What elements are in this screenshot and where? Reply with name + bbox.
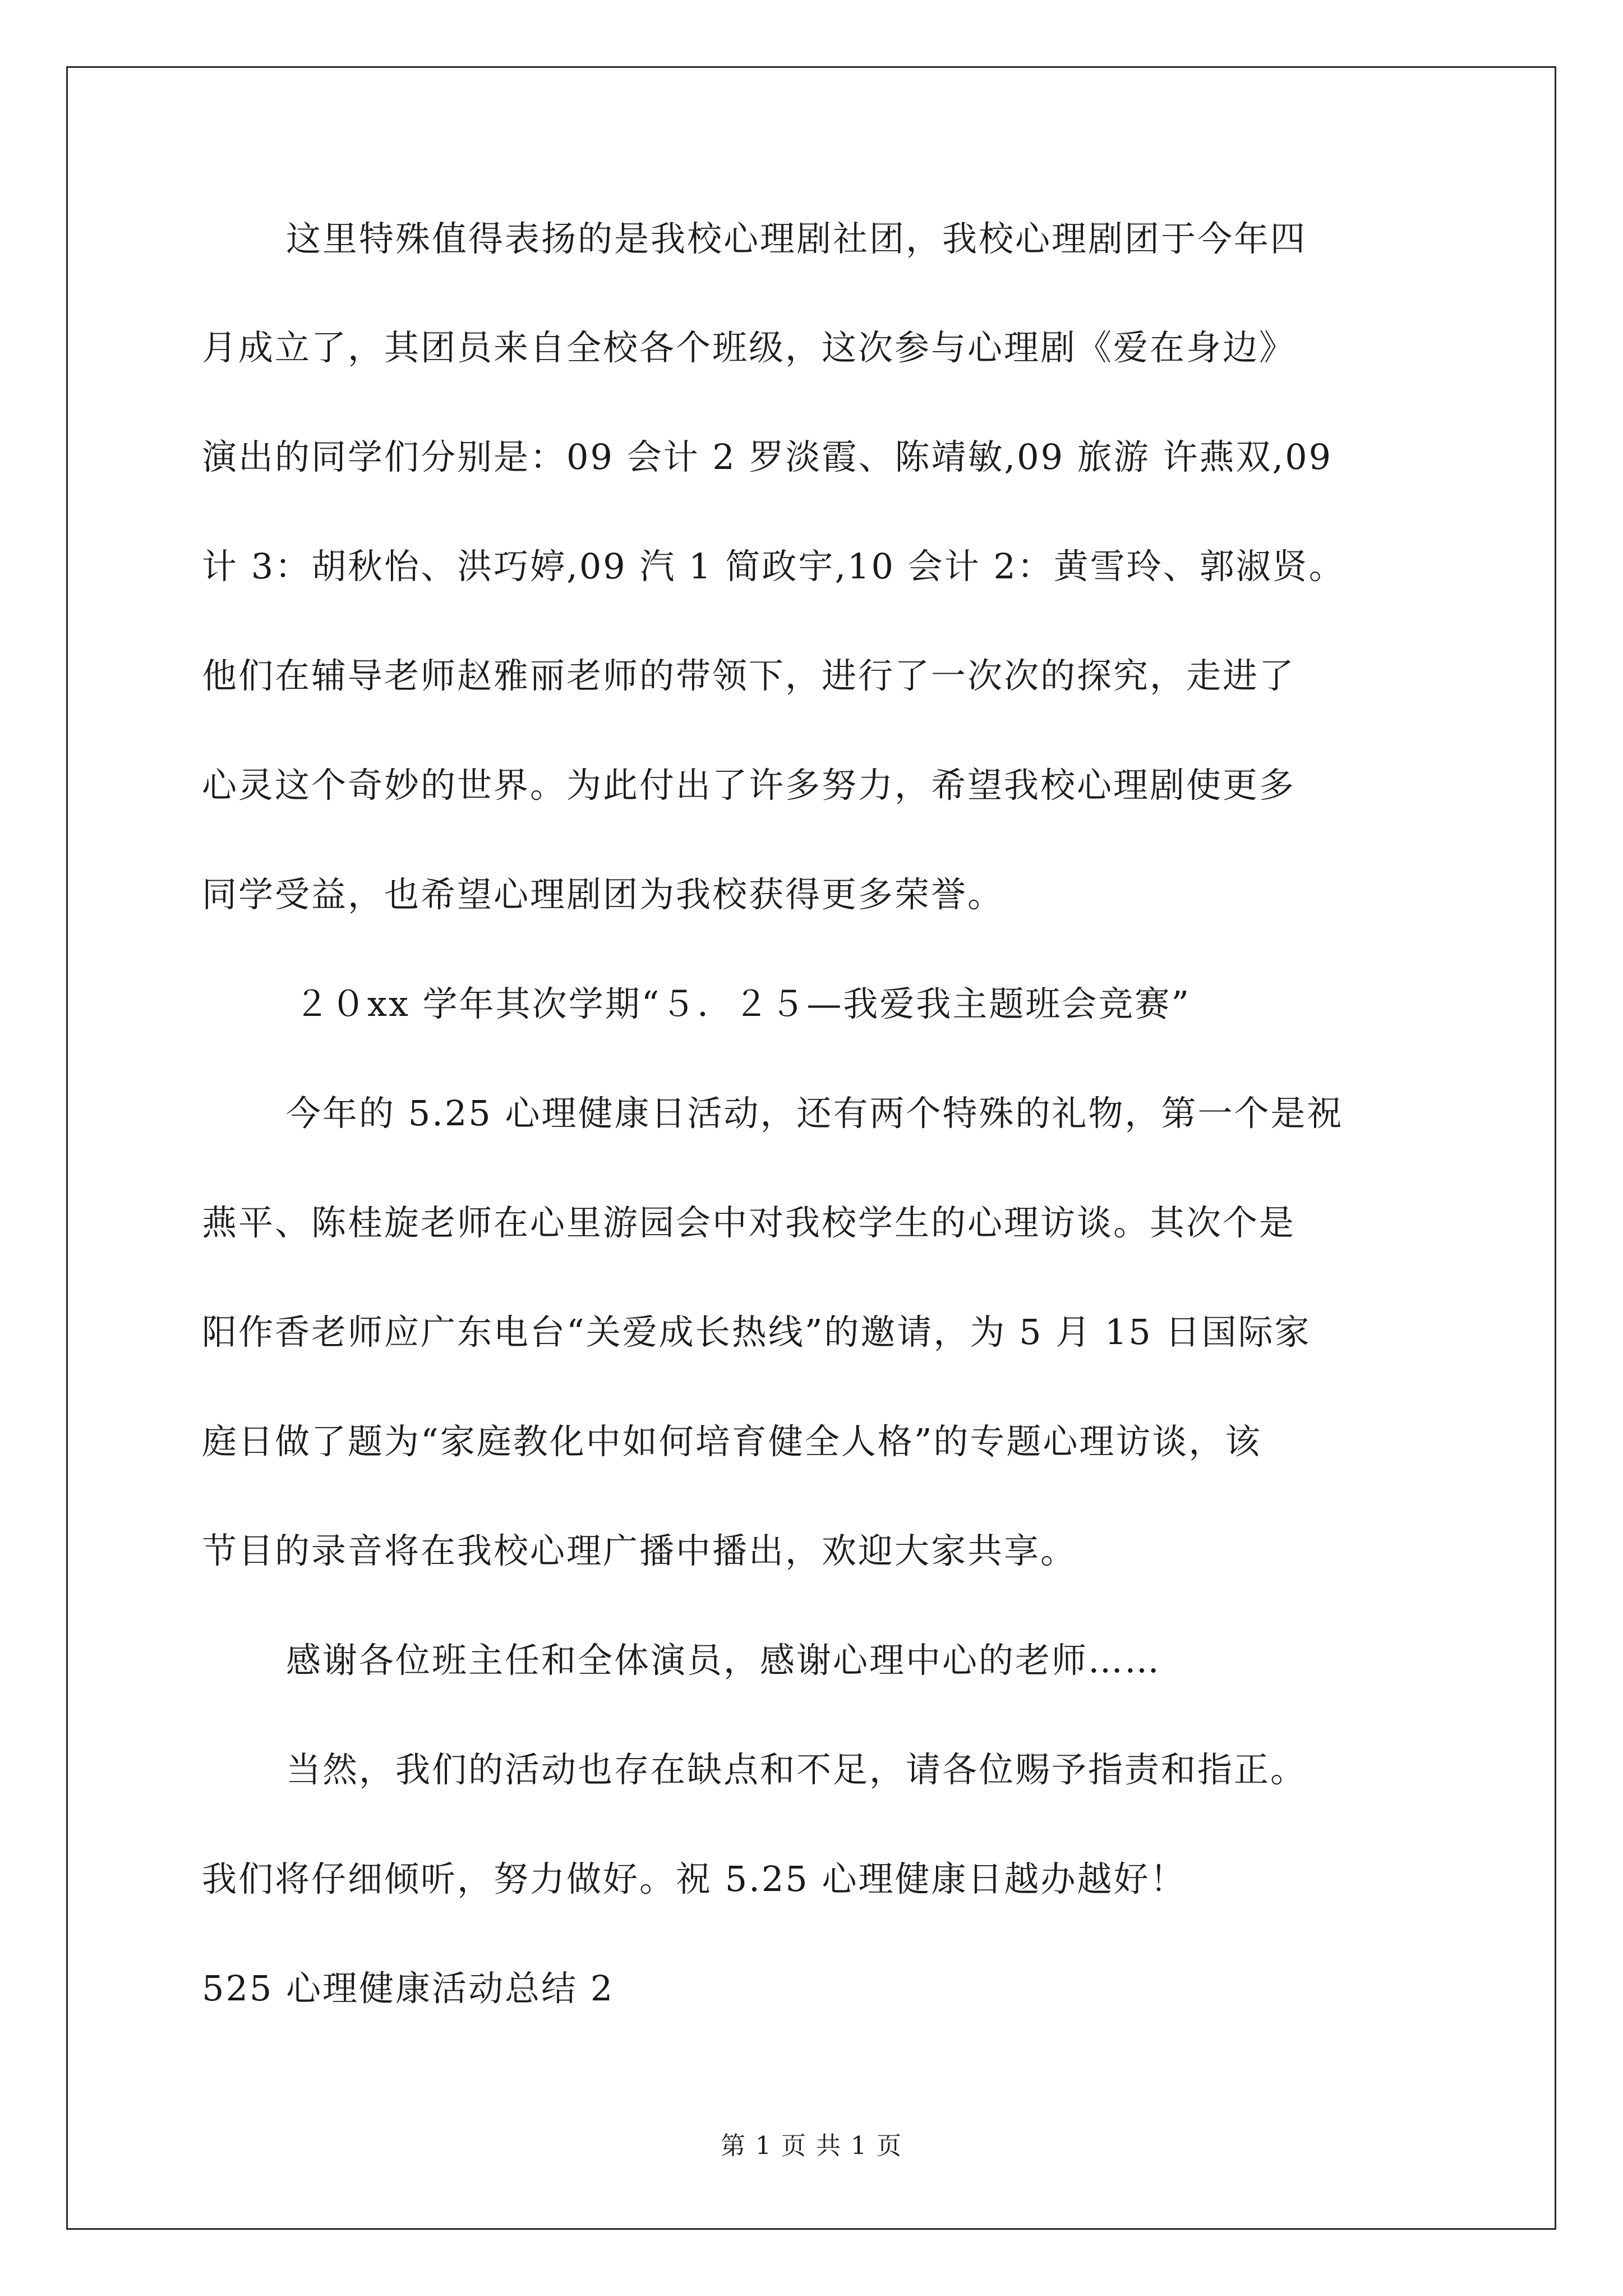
paragraph-line: 同学受益，也希望心理剧团为我校获得更多荣誉。 [202,874,1004,915]
paragraph-line: 月成立了，其团员来自全校各个班级，这次参与心理剧《爱在身边》 [202,327,1296,368]
paragraph-line: 我们将仔细倾听，努力做好。祝 5.25 心理健康日越办越好！ [202,1858,1187,1899]
paragraph-line: 他们在辅导老师赵雅丽老师的带领下，进行了一次次的探究，走进了 [202,655,1296,696]
paragraph-line: 庭日做了题为“家庭教化中如何培育健全人格”的专题心理访谈，该 [202,1421,1262,1462]
paragraph-line: 感谢各位班主任和全体演员，感谢心理中心的老师…… [286,1640,1161,1681]
page-footer: 第 1 页 共 1 页 [721,2132,902,2160]
paragraph-line: 当然，我们的活动也存在缺点和不足，请各位赐予指责和指正。 [286,1749,1307,1790]
paragraph-line: 计 3：胡秋怡、洪巧婷,09 汽 1 简政宇,10 会计 2：黄雪玲、郭淑贤。 [202,546,1345,587]
paragraph-line: 燕平、陈桂旋老师在心里游园会中对我校学生的心理访谈。其次个是 [202,1202,1296,1243]
section-title: 525 心理健康活动总结 2 [202,1968,615,2009]
section-heading: ２０xx 学年其次学期“５．２５—我爱我主题班会竞赛” [294,983,1191,1024]
paragraph-line: 今年的 5.25 心理健康日活动，还有两个特殊的礼物，第一个是祝 [286,1093,1344,1134]
paragraph-line: 阳作香老师应广东电台“关爱成长热线”的邀请，为 5 月 15 日国际家 [202,1312,1311,1352]
paragraph-line: 节目的录音将在我校心理广播中播出，欢迎大家共享。 [202,1530,1077,1571]
paragraph-line: 这里特殊值得表扬的是我校心理剧社团，我校心理剧团于今年四 [286,218,1307,259]
paragraph-line: 演出的同学们分别是：09 会计 2 罗淡霞、陈靖敏,09 旅游 许燕双,09 [202,436,1333,477]
document-body [202,218,1469,2009]
paragraph-line: 心灵这个奇妙的世界。为此付出了许多努力，希望我校心理剧使更多 [202,765,1296,806]
